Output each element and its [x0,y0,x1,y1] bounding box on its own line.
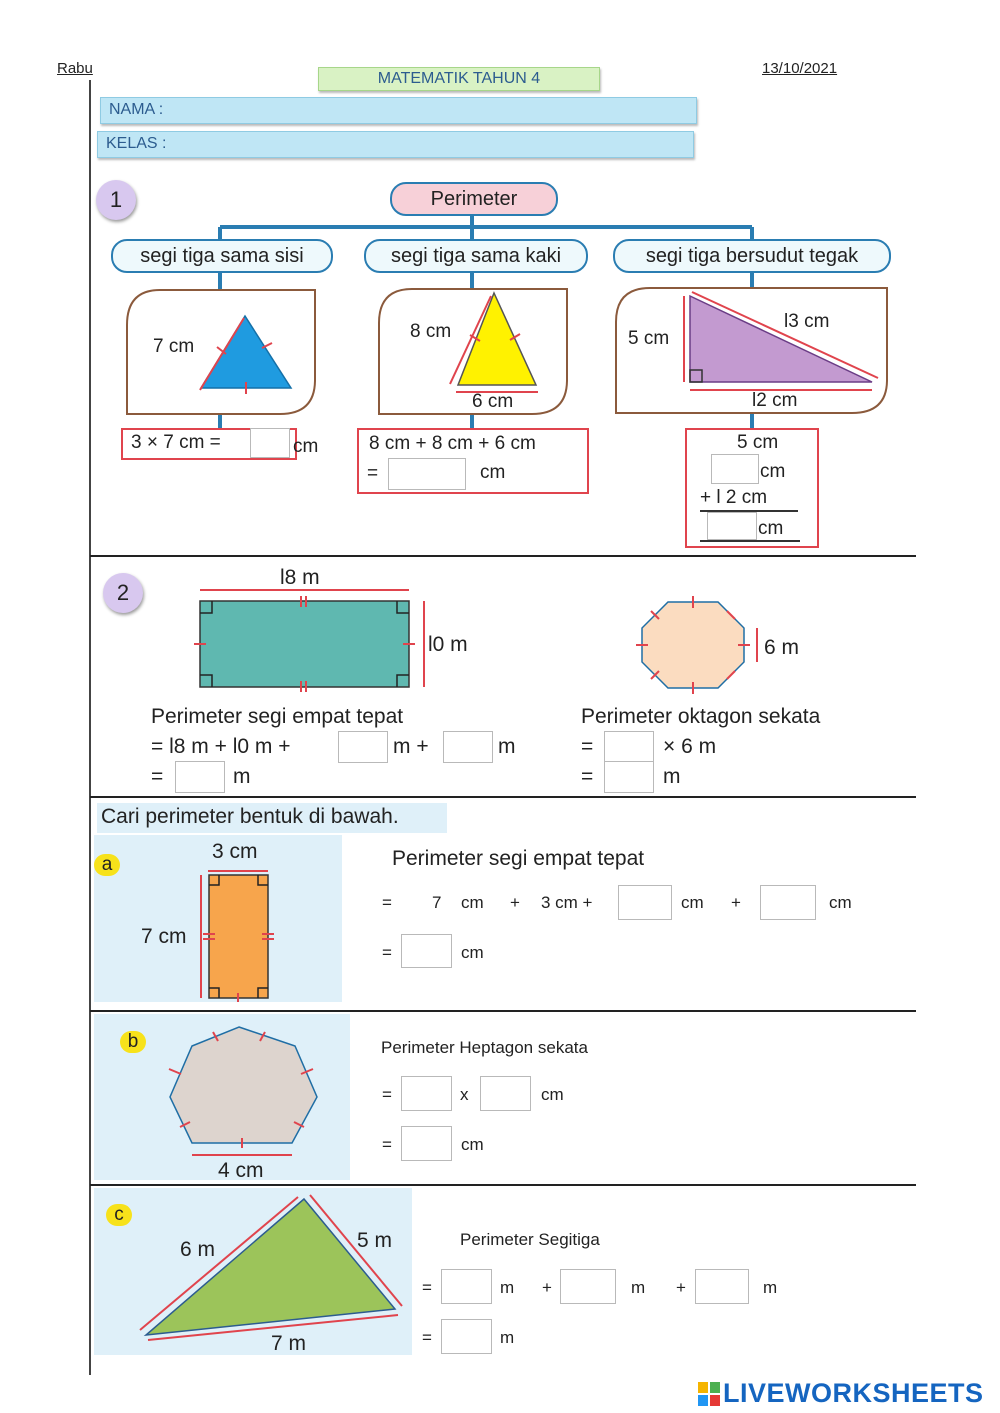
qc-eq1: = [422,1278,432,1297]
orange-rectangle [209,875,268,998]
isosceles-formula: 8 cm + 8 cm + 6 cm [369,433,536,454]
isosceles-unit: cm [480,462,506,483]
qb-eq2: = [382,1135,392,1154]
equilateral-formula: 3 × 7 cm = [131,432,221,453]
qc-diagram [94,1188,412,1355]
qa-height: 7 cm [141,925,187,948]
qc-eq2: = [422,1328,432,1347]
answer-c-3[interactable] [695,1269,749,1304]
answer-a-1[interactable] [618,885,672,920]
qb-diagram [94,1014,350,1180]
qb-side: 4 cm [218,1159,264,1182]
answer-b-1[interactable] [401,1076,452,1111]
oct-line1-suffix: × 6 m [663,735,717,758]
qa-unit1: cm [461,893,484,912]
qb-unit2: cm [461,1135,484,1154]
rect-line1-unit: m [498,735,516,758]
answer-2a-3[interactable] [175,761,225,793]
liveworksheets-brand: LIVEWORKSHEETS [723,1378,984,1408]
qa-letter: a [94,854,120,876]
answer-c-2[interactable] [560,1269,616,1304]
qc-unit1: m [500,1278,515,1297]
rect-line2-eq: = [151,765,164,788]
qb-letter: b [120,1031,146,1053]
qa-eq2: = [382,943,392,962]
rect-width: l0 m [428,633,468,656]
equilateral-side: 7 cm [153,336,195,357]
sum-line [700,540,800,542]
name-label: NAMA : [109,101,164,118]
qc-side-b: 5 m [357,1229,393,1252]
class-label: KELAS : [106,135,167,152]
qc-plus2: + [676,1278,686,1297]
oct-side: 6 m [764,636,800,659]
teal-rectangle [200,601,409,687]
qc-plus1: + [542,1278,552,1297]
answer-1b[interactable] [388,458,466,490]
answer-2a-2[interactable] [443,731,493,763]
section-divider [90,1184,916,1186]
answer-2b-2[interactable] [604,761,654,793]
qa-title: Perimeter segi empat tepat [392,847,645,870]
heptagon [170,1027,317,1143]
isosceles-side: 8 cm [410,321,452,342]
answer-1c-2[interactable] [707,512,757,540]
rect-length: l8 m [280,566,320,589]
octagon [642,602,744,688]
oct-line1-eq: = [581,735,594,758]
qc-unit4: m [500,1328,515,1347]
qa-plus1: + [510,893,520,912]
answer-2a-1[interactable] [338,731,388,763]
qb-eq1: = [382,1085,392,1104]
qa-term2: 3 cm + [541,893,593,912]
qc-side-a: 6 m [180,1238,216,1261]
answer-1c-1[interactable] [711,454,759,484]
perimeter-root: Perimeter [390,182,558,216]
oct-line2-eq: = [581,765,594,788]
q2-diagram [0,560,1000,700]
qc-unit3: m [763,1278,778,1297]
right-line1: 5 cm [737,432,779,453]
right-side-a: 5 cm [628,328,670,349]
branch-right: segi tiga bersudut tegak [613,239,891,273]
qb-title: Perimeter Heptagon sekata [381,1038,588,1057]
oct-perimeter-title: Perimeter oktagon sekata [581,705,821,728]
qb-times: x [460,1085,469,1104]
rect-line1-prefix: = l8 m + l0 m + [151,735,291,758]
answer-c-1[interactable] [441,1269,492,1304]
question-1-badge: 1 [96,180,136,220]
answer-a-2[interactable] [760,885,816,920]
qa-plus3: + [731,893,741,912]
section-divider [90,1010,916,1012]
liveworksheets-logo-icon [698,1382,720,1406]
branch-isosceles: segi tiga sama kaki [364,239,588,273]
date-label: 13/10/2021 [762,60,838,77]
right-line4-unit: cm [758,518,784,539]
qa-eq1: = [382,893,392,912]
question-2-badge: 2 [103,573,143,613]
right-line2-unit: cm [760,461,786,482]
qa-unit3: cm [681,893,704,912]
rect-line2-unit: m [233,765,251,788]
qa-unit5: cm [461,943,484,962]
qb-unit1: cm [541,1085,564,1104]
qc-letter: c [106,1204,132,1226]
isosceles-eq: = [367,463,379,484]
oct-line2-unit: m [663,765,681,788]
rect-perimeter-title: Perimeter segi empat tepat [151,705,404,728]
qa-width: 3 cm [212,840,258,863]
section-divider [90,796,916,798]
answer-a-3[interactable] [401,934,452,968]
section-divider [90,555,916,557]
answer-c-4[interactable] [441,1319,492,1354]
answer-1a[interactable] [250,428,290,458]
right-side-b: l2 cm [752,390,798,411]
isosceles-base: 6 cm [472,391,514,412]
rect-line1-mid: m + [393,735,429,758]
answer-b-2[interactable] [480,1076,531,1111]
qa-term1: 7 [432,893,442,912]
right-line3: + l 2 cm [700,487,768,508]
branch-equilateral: segi tiga sama sisi [111,239,333,273]
worksheet-title: MATEMATIK TAHUN 4 [318,67,600,91]
answer-b-3[interactable] [401,1126,452,1161]
answer-2b-1[interactable] [604,731,654,763]
part-heading: Cari perimeter bentuk di bawah. [101,805,399,828]
qa-unit4: cm [829,893,852,912]
qc-side-c: 7 m [271,1332,307,1355]
equilateral-unit: cm [293,436,319,457]
right-side-c: l3 cm [784,311,830,332]
qc-unit2: m [631,1278,646,1297]
day-label: Rabu [57,60,93,77]
qc-title: Perimeter Segitiga [460,1230,600,1249]
